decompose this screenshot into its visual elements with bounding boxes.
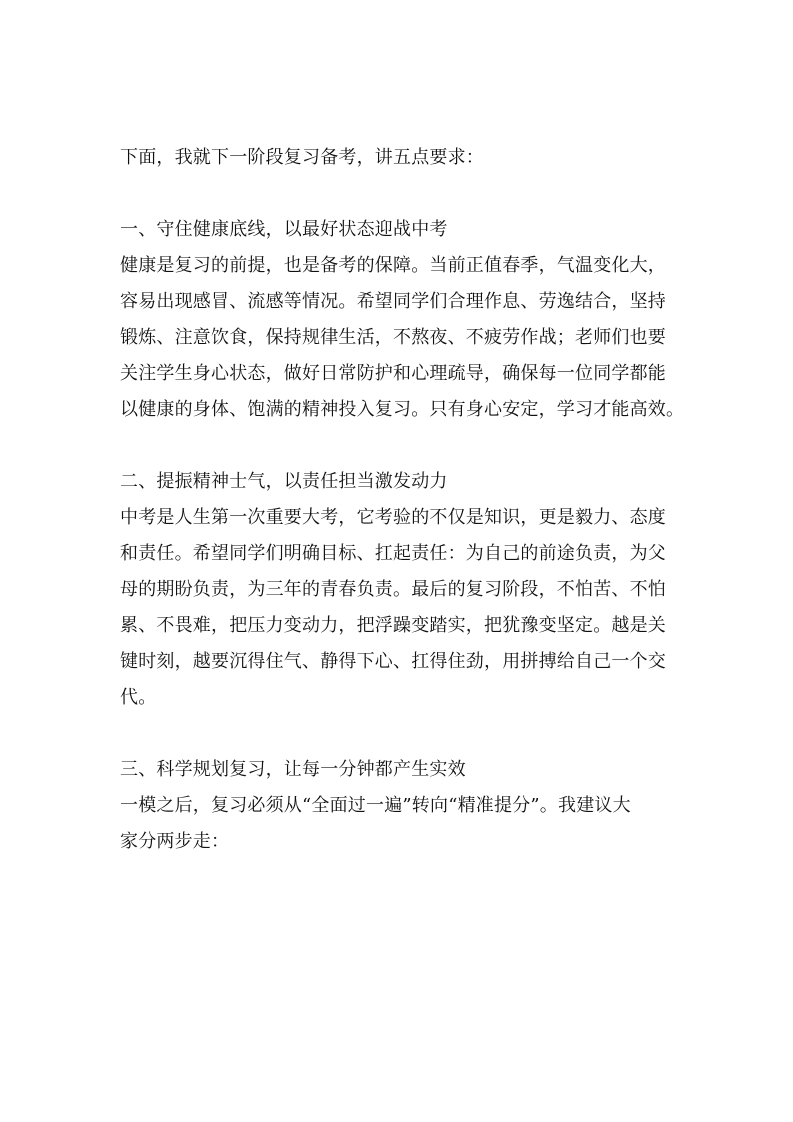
paragraph-line: 母的期盼负责，为三年的青春负责。最后的复习阶段，不怕苦、不怕 — [120, 579, 666, 600]
paragraph-line: 以健康的身体、饱满的精神投入复习。只有身心安定，学习才能高效。 — [120, 399, 685, 420]
section-1-heading: 一、守住健康底线，以最好状态迎战中考 — [120, 219, 448, 240]
paragraph-line: 容易出现感冒、流感等情况。希望同学们合理作息、劳逸结合，坚持 — [120, 291, 666, 312]
paragraph-line: 中考是人生第一次重要大考，它考验的不仅是知识，更是毅力、态度 — [120, 507, 666, 528]
intro-text: 下面，我就下一阶段复习备考，讲五点要求： — [120, 147, 484, 168]
section-1-paragraph — [120, 248, 690, 428]
paragraph-line: 代。 — [120, 687, 157, 708]
section-3-heading: 三、科学规划复习，让每一分钟都产生实效 — [120, 759, 466, 780]
document-page — [120, 140, 690, 860]
paragraph-line: 累、不畏难，把压力变动力，把浮躁变踏实，把犹豫变坚定。越是关 — [120, 615, 666, 636]
section-2-heading: 二、提振精神士气，以责任担当激发动力 — [120, 471, 448, 492]
section-3-paragraph — [120, 788, 690, 860]
paragraph-line: 关注学生身心状态，做好日常防护和心理疏导，确保每一位同学都能 — [120, 363, 666, 384]
section-2-paragraph — [120, 500, 690, 716]
paragraph-line: 键时刻，越要沉得住气、静得下心、扛得住劲，用拼搏给自己一个交 — [120, 651, 666, 672]
spacer — [120, 176, 690, 212]
spacer — [120, 716, 690, 752]
paragraph-line: 健康是复习的前提，也是备考的保障。当前正值春季，气温变化大， — [120, 255, 666, 276]
section-3 — [120, 752, 690, 860]
section-1 — [120, 212, 690, 428]
paragraph-line: 一模之后，复习必须从“全面过一遍”转向“精准提分”。我建议大 — [120, 795, 631, 816]
spacer — [120, 428, 690, 464]
section-2 — [120, 464, 690, 716]
paragraph-line: 家分两步走： — [120, 831, 230, 852]
paragraph-line: 锻炼、注意饮食，保持规律生活，不熬夜、不疲劳作战；老师们也要 — [120, 327, 666, 348]
paragraph-line: 和责任。希望同学们明确目标、扛起责任：为自己的前途负责，为父 — [120, 543, 666, 564]
